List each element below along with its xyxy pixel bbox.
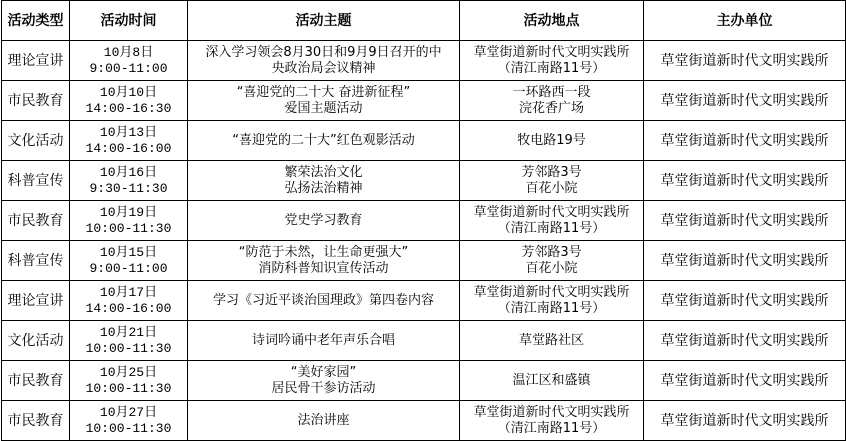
activity-place-cell bbox=[460, 161, 644, 201]
activity-place-line: （清江南路11号） bbox=[497, 300, 606, 316]
activity-time-cell bbox=[70, 161, 188, 201]
activity-theme-cell bbox=[188, 361, 460, 401]
activity-theme-cell bbox=[188, 121, 460, 161]
activity-theme-line: 弘扬法治精神 bbox=[284, 180, 363, 196]
activity-place-cell bbox=[460, 201, 644, 241]
activity-theme-line: 居民骨干参访活动 bbox=[271, 380, 376, 396]
activity-time-line: 10月15日 bbox=[99, 244, 158, 260]
activity-time-line: 10:00-11:30 bbox=[85, 420, 172, 436]
activity-theme-cell bbox=[188, 401, 460, 441]
activity-place-cell bbox=[460, 241, 644, 281]
activity-place-line: 百花小院 bbox=[525, 260, 578, 276]
activity-theme-line: 深入学习领会8月30日和9月9日召开的中 bbox=[205, 44, 442, 60]
activity-theme-line: “防范于未然，让生命更强大” bbox=[238, 244, 409, 260]
activity-place-cell bbox=[460, 121, 644, 161]
activity-type-cell: 科普宣传 bbox=[2, 241, 70, 281]
activity-place-cell bbox=[460, 81, 644, 121]
activity-type-cell: 理论宣讲 bbox=[2, 281, 70, 321]
activity-theme-line: 学习《习近平谈治国理政》第四卷内容 bbox=[212, 292, 434, 308]
activity-time-line: 9:30-11:30 bbox=[89, 180, 168, 196]
activity-type-cell: 市民教育 bbox=[2, 81, 70, 121]
activity-time-line: 10月27日 bbox=[99, 404, 158, 420]
activity-place-line: 草堂路社区 bbox=[518, 332, 584, 348]
activity-time-line: 9:00-11:00 bbox=[89, 60, 168, 76]
activity-time-cell bbox=[70, 321, 188, 361]
activity-type-cell: 科普宣传 bbox=[2, 161, 70, 201]
activity-time-cell bbox=[70, 361, 188, 401]
activity-time-line: 10月25日 bbox=[99, 364, 158, 380]
table-row bbox=[2, 241, 846, 281]
activity-place-line: 芳邻路3号 bbox=[521, 244, 582, 260]
activity-place-cell bbox=[460, 281, 644, 321]
table-row bbox=[2, 201, 846, 241]
activity-place-line: （清江南路11号） bbox=[497, 220, 606, 236]
activity-theme-line: “喜迎党的二十大”红色观影活动 bbox=[232, 132, 415, 148]
activity-time-line: 10:00-11:30 bbox=[85, 220, 172, 236]
activity-place-line: 芳邻路3号 bbox=[521, 164, 582, 180]
organizer-cell: 草堂街道新时代文明实践所 bbox=[644, 161, 846, 201]
table-row bbox=[2, 401, 846, 441]
activity-place-line: 一环路西一段 bbox=[512, 84, 591, 100]
activity-theme-cell bbox=[188, 201, 460, 241]
activity-place-line: 百花小院 bbox=[525, 180, 578, 196]
organizer-cell: 草堂街道新时代文明实践所 bbox=[644, 281, 846, 321]
activity-time-line: 10月10日 bbox=[99, 84, 158, 100]
activity-time-line: 10月21日 bbox=[99, 324, 158, 340]
table-row bbox=[2, 161, 846, 201]
activity-theme-line: 繁荣法治文化 bbox=[284, 164, 363, 180]
activity-time-line: 14:00-16:00 bbox=[85, 140, 172, 156]
header-activity-place: 活动地点 bbox=[460, 1, 644, 41]
activity-type-cell: 文化活动 bbox=[2, 121, 70, 161]
activity-theme-line: 消防科普知识宣传活动 bbox=[258, 260, 389, 276]
activity-time-line: 10月13日 bbox=[99, 124, 158, 140]
activity-place-line: 草堂街道新时代文明实践所 bbox=[473, 44, 630, 60]
table-row bbox=[2, 281, 846, 321]
activity-time-cell bbox=[70, 281, 188, 321]
organizer-cell: 草堂街道新时代文明实践所 bbox=[644, 41, 846, 81]
header-activity-theme: 活动主题 bbox=[188, 1, 460, 41]
activity-time-cell bbox=[70, 201, 188, 241]
activity-theme-line: “美好家园” bbox=[290, 364, 357, 380]
activity-type-cell: 市民教育 bbox=[2, 401, 70, 441]
table-row bbox=[2, 361, 846, 401]
header-activity-time: 活动时间 bbox=[70, 1, 188, 41]
table-row bbox=[2, 121, 846, 161]
activity-schedule-table bbox=[1, 0, 846, 441]
activity-time-cell bbox=[70, 81, 188, 121]
activity-time-cell bbox=[70, 121, 188, 161]
activity-theme-cell bbox=[188, 241, 460, 281]
activity-theme-cell bbox=[188, 41, 460, 81]
activity-place-line: 草堂街道新时代文明实践所 bbox=[473, 404, 630, 420]
organizer-cell: 草堂街道新时代文明实践所 bbox=[644, 201, 846, 241]
activity-time-cell bbox=[70, 41, 188, 81]
activity-theme-line: 党史学习教育 bbox=[284, 212, 363, 228]
organizer-cell: 草堂街道新时代文明实践所 bbox=[644, 401, 846, 441]
activity-place-line: 牧电路19号 bbox=[517, 132, 586, 148]
activity-theme-line: 爱国主题活动 bbox=[284, 100, 363, 116]
activity-time-line: 14:00-16:00 bbox=[85, 300, 172, 316]
activity-place-line: （清江南路11号） bbox=[497, 60, 606, 76]
activity-place-cell bbox=[460, 401, 644, 441]
activity-type-cell: 文化活动 bbox=[2, 321, 70, 361]
activity-time-line: 10:00-11:30 bbox=[85, 340, 172, 356]
activity-time-line: 10:00-11:30 bbox=[85, 380, 172, 396]
activity-theme-line: 诗词吟诵中老年声乐合唱 bbox=[251, 332, 395, 348]
activity-theme-line: 央政治局会议精神 bbox=[271, 60, 376, 76]
header-organizer: 主办单位 bbox=[644, 1, 846, 41]
activity-theme-cell bbox=[188, 161, 460, 201]
organizer-cell: 草堂街道新时代文明实践所 bbox=[644, 121, 846, 161]
table-row bbox=[2, 321, 846, 361]
activity-time-line: 14:00-16:30 bbox=[85, 100, 172, 116]
organizer-cell: 草堂街道新时代文明实践所 bbox=[644, 81, 846, 121]
activity-time-cell bbox=[70, 401, 188, 441]
organizer-cell: 草堂街道新时代文明实践所 bbox=[644, 241, 846, 281]
activity-place-line: （清江南路11号） bbox=[497, 420, 606, 436]
activity-place-cell bbox=[460, 321, 644, 361]
activity-time-line: 10月8日 bbox=[103, 44, 154, 60]
activity-place-line: 浣花香广场 bbox=[518, 100, 584, 116]
activity-theme-line: 法治讲座 bbox=[297, 412, 350, 428]
organizer-cell: 草堂街道新时代文明实践所 bbox=[644, 361, 846, 401]
activity-time-line: 10月19日 bbox=[99, 204, 158, 220]
activity-type-cell: 理论宣讲 bbox=[2, 41, 70, 81]
activity-place-cell bbox=[460, 361, 644, 401]
activity-time-cell bbox=[70, 241, 188, 281]
activity-theme-cell bbox=[188, 321, 460, 361]
activity-theme-line: “喜迎党的二十大 奋进新征程” bbox=[236, 84, 411, 100]
table-row bbox=[2, 81, 846, 121]
activity-time-line: 9:00-11:00 bbox=[89, 260, 168, 276]
table-row bbox=[2, 41, 846, 81]
table-header-row bbox=[2, 1, 846, 41]
activity-type-cell: 市民教育 bbox=[2, 361, 70, 401]
activity-time-line: 10月17日 bbox=[99, 284, 158, 300]
table-body bbox=[2, 41, 846, 441]
activity-place-cell bbox=[460, 41, 644, 81]
organizer-cell: 草堂街道新时代文明实践所 bbox=[644, 321, 846, 361]
header-activity-type: 活动类型 bbox=[2, 1, 70, 41]
activity-theme-cell bbox=[188, 81, 460, 121]
activity-type-cell: 市民教育 bbox=[2, 201, 70, 241]
activity-place-line: 草堂街道新时代文明实践所 bbox=[473, 284, 630, 300]
activity-time-line: 10月16日 bbox=[99, 164, 158, 180]
activity-place-line: 草堂街道新时代文明实践所 bbox=[473, 204, 630, 220]
activity-place-line: 温江区和盛镇 bbox=[512, 372, 591, 388]
activity-theme-cell bbox=[188, 281, 460, 321]
